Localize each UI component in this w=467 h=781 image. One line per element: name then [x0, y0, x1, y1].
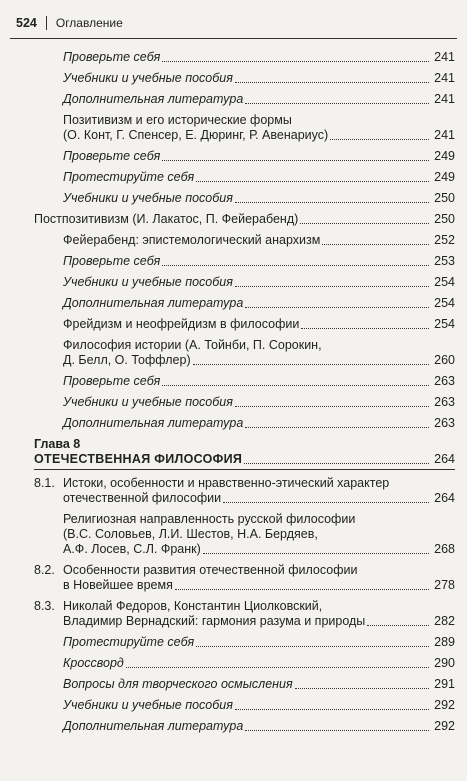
- entry-title-line: Протестируйте себя: [63, 170, 195, 184]
- leader-dots: [244, 463, 429, 464]
- entry-last-line: [63, 635, 455, 650]
- entry-page-number: 260: [434, 353, 455, 367]
- leader-dots: [322, 244, 429, 245]
- entry-page-number: 241: [434, 71, 455, 85]
- leader-dots: [193, 364, 429, 365]
- toc-entry[interactable]: [63, 656, 455, 671]
- entry-title-line: Истоки, особенности и нравственно-этический характер: [63, 476, 390, 490]
- entry-page-number: 253: [434, 254, 455, 268]
- header-rule: [10, 38, 457, 39]
- toc-entry[interactable]: [63, 71, 455, 86]
- entry-page-number: 292: [434, 698, 455, 712]
- entry-page-number: 254: [434, 317, 455, 331]
- entry-last-line: [63, 416, 455, 431]
- entry-title-line: Философия истории (А. Тойнби, П. Сорокин,: [63, 338, 322, 352]
- entry-page-number: 263: [434, 374, 455, 388]
- entry-title-line: Проверьте себя: [63, 374, 161, 388]
- entry-page-number: 292: [434, 719, 455, 733]
- entry-page-number: 241: [434, 50, 455, 64]
- entry-title-line: Особенности развития отечественной философии: [63, 563, 358, 577]
- chapter-page: 264: [434, 452, 455, 466]
- toc-entry[interactable]: [63, 719, 455, 734]
- toc-entry[interactable]: [63, 296, 455, 311]
- entry-last-line: [63, 719, 455, 734]
- leader-dots: [126, 667, 429, 668]
- entry-title-line: А.Ф. Лосев, С.Л. Франк): [63, 542, 201, 556]
- entry-page-number: 249: [434, 170, 455, 184]
- leader-dots: [245, 307, 429, 308]
- entry-last-line: [63, 254, 455, 269]
- toc-list-chapter-8: [0, 476, 467, 734]
- entry-title-line: Протестируйте себя: [63, 635, 195, 649]
- toc-entry[interactable]: [63, 635, 455, 650]
- entry-last-line: [63, 275, 455, 290]
- entry-page-number: 264: [434, 491, 455, 505]
- leader-dots: [245, 427, 429, 428]
- entry-title-line: Владимир Вернадский: гармония разума и природы: [63, 614, 366, 628]
- toc-entry[interactable]: [63, 512, 455, 557]
- leader-dots: [223, 502, 429, 503]
- entry-page-number: 289: [434, 635, 455, 649]
- entry-last-line: [63, 353, 455, 368]
- entry-body: [63, 476, 455, 506]
- entry-last-line: [63, 317, 455, 332]
- entry-title-line: в Новейшее время: [63, 578, 173, 592]
- entry-last-line: [63, 614, 455, 629]
- toc-entry[interactable]: [63, 254, 455, 269]
- leader-dots: [196, 646, 429, 647]
- entry-page-number: 250: [434, 212, 455, 226]
- leader-dots: [300, 223, 429, 224]
- entry-body: [63, 563, 455, 593]
- entry-title-line: Кроссворд: [63, 656, 124, 670]
- entry-page-number: 241: [434, 92, 455, 106]
- entry-title-line: Проверьте себя: [63, 50, 161, 64]
- entry-page-number: 254: [434, 296, 455, 310]
- chapter-title-entry[interactable]: [34, 452, 455, 467]
- leader-dots: [162, 61, 429, 62]
- entry-title-line: (О. Конт, Г. Спенсер, Е. Дюринг, Р. Авенариус): [63, 128, 329, 142]
- entry-title-line: Фейерабенд: эпистемологический анархизм: [63, 233, 321, 247]
- entry-last-line: [63, 374, 455, 389]
- leader-dots: [175, 589, 429, 590]
- leader-dots: [301, 328, 429, 329]
- entry-page-number: 268: [434, 542, 455, 556]
- entry-title-line: Религиозная направленность русской философии: [63, 512, 356, 526]
- entry-page-number: 278: [434, 578, 455, 592]
- toc-entry[interactable]: [34, 599, 455, 629]
- entry-title-line: Учебники и учебные пособия: [63, 191, 233, 205]
- entry-title-line: Постпозитивизм (И. Лакатос, П. Фейерабенд): [34, 212, 299, 226]
- chapter-label: Глава 8: [34, 437, 81, 451]
- entry-last-line: [63, 50, 455, 65]
- entry-title-line: Учебники и учебные пособия: [63, 395, 233, 409]
- leader-dots: [235, 202, 429, 203]
- entry-title-line: Учебники и учебные пособия: [63, 275, 233, 289]
- entry-last-line: [63, 491, 455, 506]
- entry-title-line: Д. Белл, О. Тоффлер): [63, 353, 191, 367]
- entry-page-number: 249: [434, 149, 455, 163]
- entry-title-line: Позитивизм и его исторические формы: [63, 113, 292, 127]
- toc-entry[interactable]: [63, 275, 455, 290]
- entry-last-line: [63, 170, 455, 185]
- entry-last-line: [63, 128, 455, 143]
- toc-entry[interactable]: [63, 191, 455, 206]
- leader-dots: [162, 160, 429, 161]
- toc-entry[interactable]: [63, 233, 455, 248]
- toc-entry[interactable]: [63, 374, 455, 389]
- section-number: 8.2.: [34, 563, 55, 577]
- section-title: Оглавление: [55, 16, 123, 30]
- entry-last-line: [63, 395, 455, 410]
- entry-last-line: [63, 92, 455, 107]
- entry-title-line: Дополнительная литература: [63, 719, 244, 733]
- running-header: [16, 12, 457, 34]
- toc-entry[interactable]: [63, 698, 455, 713]
- section-number: 8.3.: [34, 599, 55, 613]
- entry-title-line: Учебники и учебные пособия: [63, 71, 233, 85]
- toc-entry[interactable]: [63, 113, 455, 143]
- leader-dots: [245, 103, 429, 104]
- entry-last-line: [63, 677, 455, 692]
- leader-dots: [330, 139, 429, 140]
- entry-last-line: [63, 656, 455, 671]
- toc-entry[interactable]: [34, 476, 455, 506]
- entry-page-number: 291: [434, 677, 455, 691]
- entry-last-line: [63, 698, 455, 713]
- leader-dots: [245, 730, 429, 731]
- toc-entry[interactable]: [63, 50, 455, 65]
- table-of-contents: [0, 50, 467, 740]
- entry-page-number: 250: [434, 191, 455, 205]
- toc-entry[interactable]: [34, 563, 455, 593]
- toc-entry[interactable]: [63, 317, 455, 332]
- toc-entry[interactable]: [63, 149, 455, 164]
- toc-entry[interactable]: [63, 395, 455, 410]
- entry-title-line: Фрейдизм и неофрейдизм в философии: [63, 317, 300, 331]
- entry-title-line: Дополнительная литература: [63, 92, 244, 106]
- chapter-rule: [34, 469, 455, 470]
- entry-last-line: [34, 212, 455, 227]
- entry-title-line: Дополнительная литература: [63, 296, 244, 310]
- entry-title-line: (В.С. Соловьев, Л.И. Шестов, Н.А. Бердяев,: [63, 527, 318, 541]
- toc-entry[interactable]: [63, 416, 455, 431]
- entry-title-line: Вопросы для творческого осмысления: [63, 677, 293, 691]
- leader-dots: [295, 688, 429, 689]
- entry-page-number: 282: [434, 614, 455, 628]
- entry-title-line: Учебники и учебные пособия: [63, 698, 233, 712]
- leader-dots: [235, 82, 429, 83]
- entry-page-number: 241: [434, 128, 455, 142]
- leader-dots: [235, 406, 429, 407]
- entry-last-line: [63, 149, 455, 164]
- entry-last-line: [63, 71, 455, 86]
- entry-last-line: [63, 191, 455, 206]
- entry-title-line: отечественной философии: [63, 491, 222, 505]
- toc-entry[interactable]: [63, 338, 455, 368]
- entry-page-number: 252: [434, 233, 455, 247]
- entry-page-number: 263: [434, 416, 455, 430]
- entry-last-line: [63, 542, 455, 557]
- chapter-title: ОТЕЧЕСТВЕННАЯ ФИЛОСОФИЯ: [34, 452, 243, 466]
- leader-dots: [162, 265, 429, 266]
- page-number: 524: [16, 16, 37, 30]
- entry-page-number: 290: [434, 656, 455, 670]
- toc-entry[interactable]: [63, 677, 455, 692]
- leader-dots: [162, 385, 429, 386]
- leader-dots: [367, 625, 429, 626]
- section-number: 8.1.: [34, 476, 55, 490]
- toc-entry[interactable]: [63, 170, 455, 185]
- header-divider: [46, 16, 47, 30]
- leader-dots: [235, 286, 429, 287]
- toc-list-chapter-7: [0, 50, 467, 431]
- entry-title-line: Николай Федоров, Константин Циолковский,: [63, 599, 323, 613]
- entry-page-number: 254: [434, 275, 455, 289]
- entry-last-line: [63, 296, 455, 311]
- entry-body: [63, 599, 455, 629]
- entry-title-line: Дополнительная литература: [63, 416, 244, 430]
- leader-dots: [203, 553, 429, 554]
- leader-dots: [235, 709, 429, 710]
- leader-dots: [196, 181, 429, 182]
- entry-last-line: [63, 578, 455, 593]
- toc-entry[interactable]: [34, 212, 455, 227]
- toc-entry[interactable]: [63, 92, 455, 107]
- entry-title-line: Проверьте себя: [63, 254, 161, 268]
- entry-title-line: Проверьте себя: [63, 149, 161, 163]
- entry-page-number: 263: [434, 395, 455, 409]
- entry-last-line: [63, 233, 455, 248]
